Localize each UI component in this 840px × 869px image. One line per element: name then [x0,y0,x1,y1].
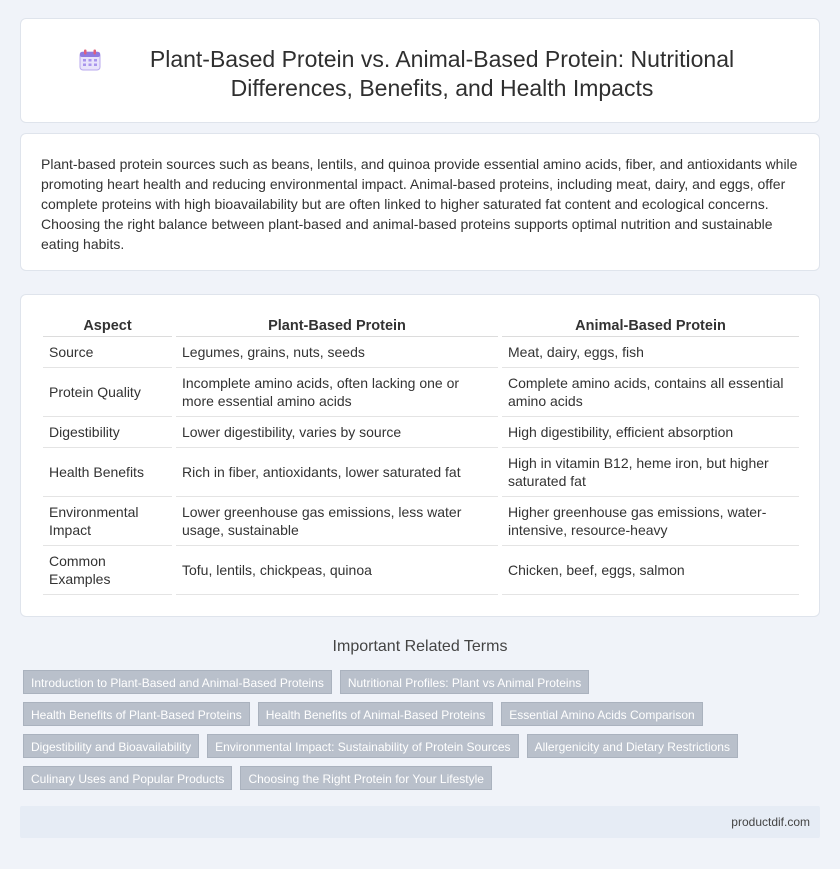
related-term-tag[interactable]: Health Benefits of Plant-Based Proteins [23,702,250,726]
table-cell: Environmental Impact [43,497,172,546]
related-terms-heading: Important Related Terms [332,638,508,655]
table-cell: Common Examples [43,546,172,595]
table-cell: Protein Quality [43,368,172,417]
table-cell: Legumes, grains, nuts, seeds [176,337,498,368]
table-row [43,448,799,497]
related-term-tag[interactable]: Nutritional Profiles: Plant vs Animal Proteins [340,670,589,694]
related-term-tag[interactable]: Environmental Impact: Sustainability of Protein Sources [207,734,518,758]
comparison-table-card [20,294,820,617]
table-cell: Meat, dairy, eggs, fish [502,337,799,368]
calendar-icon [78,48,102,72]
table-cell: Incomplete amino acids, often lacking one or more essential amino acids [176,368,498,417]
column-header-animal: Animal-Based Protein [502,313,799,337]
table-cell: Source [43,337,172,368]
column-header-plant: Plant-Based Protein [176,313,498,337]
table-cell: Complete amino acids, contains all essential amino acids [502,368,799,417]
table-row [43,546,799,595]
related-term-tag[interactable]: Essential Amino Acids Comparison [501,702,702,726]
related-term-tag[interactable]: Allergenicity and Dietary Restrictions [527,734,738,758]
table-row [43,497,799,546]
table-cell: Higher greenhouse gas emissions, water-intensive, resource-heavy [502,497,799,546]
related-term-tag[interactable]: Choosing the Right Protein for Your Lifestyle [240,766,491,790]
table-cell: Tofu, lentils, chickpeas, quinoa [176,546,498,595]
footer-site-link[interactable]: productdif.com [731,815,810,829]
footer [20,806,820,838]
related-terms-list [23,670,823,798]
table-cell: Lower greenhouse gas emissions, less water usage, sustainable [176,497,498,546]
column-header-aspect: Aspect [43,313,172,337]
table-row [43,417,799,448]
related-term-tag[interactable]: Digestibility and Bioavailability [23,734,199,758]
comparison-table [43,313,799,595]
page-title: Plant-Based Protein vs. Animal-Based Protein: Nutritional Differences, Benefits, and Health Impacts [149,46,735,101]
header-card [20,18,820,123]
table-row [43,368,799,417]
related-term-tag[interactable]: Health Benefits of Animal-Based Proteins [258,702,493,726]
table-cell: Rich in fiber, antioxidants, lower saturated fat [176,448,498,497]
table-cell: Chicken, beef, eggs, salmon [502,546,799,595]
intro-card [20,133,820,271]
table-cell: High digestibility, efficient absorption [502,417,799,448]
intro-paragraph: Plant-based protein sources such as beans, lentils, and quinoa provide essential amino acids, fiber, and antioxidants while promoting heart health and reducing environmental impact. Animal-based proteins, including meat, dairy, and eggs, offer complete proteins with high bioavailability but are often linked to higher saturated fat content and ecological concerns. Choosing the right balance between plant-based and animal-based proteins supports optimal nutrition and sustainable eating habits. [41,156,798,252]
table-header-row [43,313,799,337]
table-cell: Lower digestibility, varies by source [176,417,498,448]
related-term-tag[interactable]: Culinary Uses and Popular Products [23,766,232,790]
table-cell: High in vitamin B12, heme iron, but higher saturated fat [502,448,799,497]
related-term-tag[interactable]: Introduction to Plant-Based and Animal-Based Proteins [23,670,332,694]
table-cell: Health Benefits [43,448,172,497]
table-row [43,337,799,368]
table-cell: Digestibility [43,417,172,448]
